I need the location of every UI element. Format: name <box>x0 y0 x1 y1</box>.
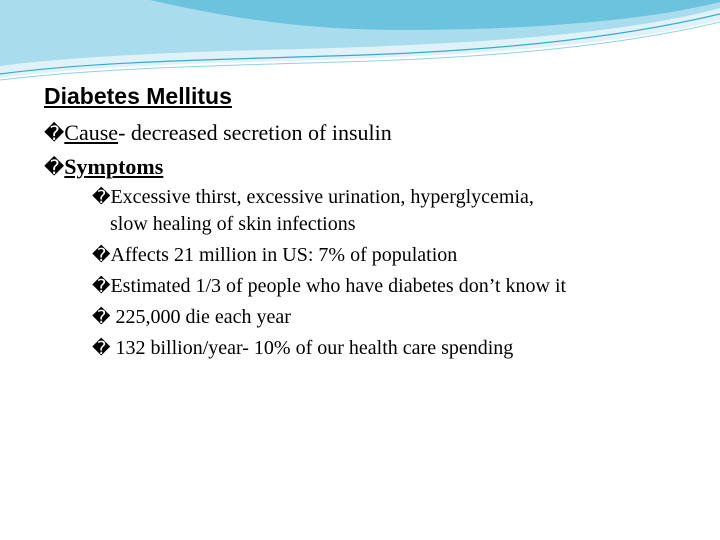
slide-title: Diabetes Mellitus <box>44 83 232 109</box>
sub-bullet-text: 132 billion/year- 10% of our health care spending <box>110 337 514 359</box>
sub-bullet-text: Affects 21 million in US: 7% of population <box>110 244 458 266</box>
bullet-icon: � <box>92 307 111 328</box>
sub-bullet-item <box>92 240 704 271</box>
cause-bullet <box>44 116 704 150</box>
sub-bullet-item <box>92 184 704 240</box>
sub-bullet-text-continued: slow healing of skin infections <box>110 213 356 235</box>
cause-text: - decreased secretion of insulin <box>118 120 392 145</box>
bullet-icon: � <box>44 156 65 179</box>
sub-bullet-item <box>92 302 704 333</box>
sub-bullet-text: Estimated 1/3 of people who have diabetes don’t know it <box>110 275 567 297</box>
bullet-icon: � <box>92 338 111 359</box>
sub-bullet-text: 225,000 die each year <box>110 306 291 328</box>
bullet-icon: � <box>92 276 111 297</box>
symptoms-label: Symptoms <box>64 154 164 179</box>
bullet-icon: � <box>92 187 111 208</box>
cause-label: Cause <box>64 120 119 145</box>
bullet-icon: � <box>44 122 65 145</box>
bullet-icon: � <box>92 245 111 266</box>
slide-body <box>44 80 704 364</box>
symptoms-bullet <box>44 150 704 184</box>
sub-bullet-item <box>92 271 704 302</box>
sub-bullet-text: Excessive thirst, excessive urination, hyperglycemia, <box>110 186 534 208</box>
sub-bullet-item <box>92 333 704 364</box>
header-wave-decoration <box>0 0 720 90</box>
